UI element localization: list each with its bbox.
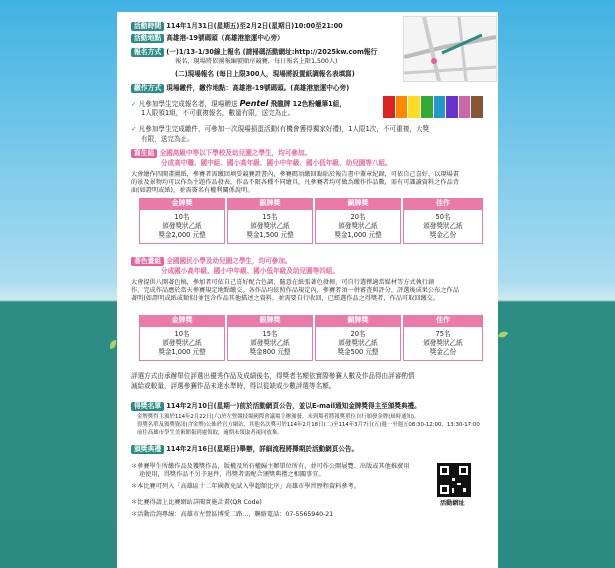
prize-count: 10名 bbox=[174, 213, 190, 221]
ceremony-text: 114年2月16日(星期日)舉辦，詳細流程將擇期於活動網頁公告。 bbox=[166, 445, 359, 453]
prize-award: 頒發獎狀乙紙 bbox=[250, 339, 290, 347]
prize-count: 75名 bbox=[435, 330, 451, 338]
prize-award: 頒發獎狀乙紙 bbox=[162, 222, 202, 230]
leaf-decoration bbox=[110, 340, 116, 349]
announce-l4: 前往高雄市學生美術館報到處領取，逾期未領取者視同放棄。 bbox=[137, 430, 283, 436]
coloring-d3: 著明(如證明或紙或類似)並包含作品其他描述之資料，並需要自行收回，已經選作品之得獎者，作品可取回繳交。 bbox=[131, 295, 440, 302]
signup-tag: 報名方式 bbox=[131, 48, 164, 57]
prize-cash: 獎金乙份 bbox=[429, 231, 457, 239]
prize-cash: 獎金乙份 bbox=[429, 348, 457, 356]
prize-award: 頒發獎狀乙紙 bbox=[338, 339, 378, 347]
signup-row bbox=[131, 48, 377, 57]
note-b1: 凡參加學生完成繳件，可參加一次現場摃蛋活動(有機會獲得獨家好禮)，1人限1次，不可重複，大獎 bbox=[138, 125, 430, 133]
note-a bbox=[131, 99, 346, 109]
announce-l2: 金牌獎得主頒於114年2月22日(六)於左營競技場國際會議場主辦頒發，未到場者將報獎單位自行頒發金牌(屆時通知)。 bbox=[137, 414, 420, 420]
prize-award: 頒發獎狀乙紙 bbox=[162, 339, 202, 347]
painting-tag: 寫生組 bbox=[131, 149, 157, 158]
note-a1: 凡參加學生完成報名者，現場贈送 bbox=[138, 100, 238, 108]
announce-tag: 得獎名單 bbox=[131, 402, 164, 411]
leaf-decoration bbox=[498, 329, 508, 340]
qr-label: 活動網址 bbox=[440, 500, 465, 507]
signup-online-b: 報名，現場將依團報編號順序競賽，每日報名上限1,500人) bbox=[175, 58, 338, 65]
poster-sheet bbox=[117, 12, 498, 568]
painting-d1: 大會繪作四開畫圖紙，參賽者需繳回填妥競賽證書內，參賽碼須繳回黏貼於報告書中蓋章紀錄，可依自己喜好，以現場畫 bbox=[131, 171, 459, 178]
prize-count: 50名 bbox=[435, 213, 451, 221]
prize-title: 金牌獎 bbox=[139, 315, 225, 326]
prize-award: 頒發獎狀乙紙 bbox=[338, 222, 378, 230]
location-map bbox=[403, 16, 497, 82]
handin-text: 現場繳件，繳作地點：高雄港-19號碼頭。(高雄港旅運中心旁) bbox=[166, 84, 350, 92]
handin-tag: 繳作方式 bbox=[131, 84, 164, 93]
crayon-box-image bbox=[383, 96, 483, 118]
check-icon: ✓ bbox=[131, 100, 137, 108]
place-text: 高雄港-19號碼頭（高雄港旅運中心旁） bbox=[166, 34, 284, 42]
prize-bronze bbox=[315, 315, 401, 361]
painting-d3: 面(如證明或紙)，並需簽名有權利關係說明。 bbox=[131, 187, 254, 194]
coloring-l2: 分成國小高年級、國小中年級、國小低年級及幼兒園等四組。 bbox=[161, 267, 340, 275]
prize-title: 金牌獎 bbox=[139, 198, 225, 209]
prize-gold bbox=[139, 315, 225, 361]
place-row bbox=[131, 34, 284, 43]
time-text: 114年1月31日(星期五)至2月2日(星期日)10:00至21:00 bbox=[166, 22, 343, 30]
prize-award: 頒發獎狀乙紙 bbox=[250, 222, 290, 230]
prize-title: 銀牌獎 bbox=[227, 315, 313, 326]
prize-cash: 獎金1,000 元整 bbox=[158, 348, 206, 356]
qr-code[interactable] bbox=[437, 463, 471, 497]
note-b bbox=[131, 125, 429, 134]
coloring-l1: 全國國民小學及幼兒園之學生，均可參加。 bbox=[166, 257, 292, 265]
time-tag: 活動時間 bbox=[131, 22, 164, 31]
note-b2: 有限，送完為止。 bbox=[141, 135, 194, 143]
prize-cash: 獎金500 元整 bbox=[337, 348, 379, 356]
painting-prize-table bbox=[139, 198, 483, 244]
prize-count: 15名 bbox=[262, 330, 278, 338]
prize-cash: 獎金800 元整 bbox=[249, 348, 291, 356]
judging-l1: 評選方式由承辦單位評選出優秀作品及成績後名，得獎者名額依實際參賽人數及作品得由評審酌情 bbox=[131, 372, 415, 380]
prize-merit bbox=[403, 315, 483, 361]
pentel-logo: Pentel bbox=[239, 99, 269, 108]
coloring-d1: 大會提供八開著色稿，參加者可依自己喜好配合色調，隨意在紙張著色發揮，可自行選擇適當媒材等方式執行創 bbox=[131, 279, 435, 286]
prize-cash: 獎金1,000 元整 bbox=[334, 231, 382, 239]
painting-l1: 全國高級中等以下學校及幼兒園之學生，均可參加。 bbox=[159, 149, 312, 157]
note-a3: 1人限領1組，不可重複報名，數量有限，送完為止。 bbox=[141, 109, 295, 117]
announce-row bbox=[131, 402, 421, 411]
prize-cash: 獎金2,000 元整 bbox=[158, 231, 206, 239]
prize-bronze bbox=[315, 198, 401, 244]
check-icon: ✓ bbox=[131, 125, 137, 133]
announce-l3: 得獎名單及頒獎資訊(含金牌)公佈於官方網站，其他名次獎可於114年2月18日(二)至114年3月7日(五)週一至週五08:30-12:00、13:30-17:00 bbox=[137, 422, 480, 428]
painting-l2: 分成高中職、國中組、國小高年級、國小中年級、國小低年級、幼兒園等八組。 bbox=[161, 159, 392, 167]
ceremony-tag: 頒獎典禮 bbox=[131, 445, 164, 454]
ceremony-row bbox=[131, 445, 358, 454]
footnote-2: ＊本比賽可列入「高雄區十二年國教免試入學超額比序」高雄市學習歷程資料參考。 bbox=[131, 483, 360, 490]
signup-onsite: (二)現場報名 (每日上限300人，現場將設置紙調報名表填寫) bbox=[175, 70, 355, 78]
prize-title: 銅牌獎 bbox=[315, 315, 401, 326]
prize-title: 銅牌獎 bbox=[315, 198, 401, 209]
prize-merit bbox=[403, 198, 483, 244]
footnote-1b: 途使用，得獎作品不另予退件，得獎者需配合頒獎典禮之相關事宜。 bbox=[139, 471, 325, 478]
announce-l1: 114年2月10日(星期一)前於活動網頁公告，並以E-mail通知金牌獎得主至頒獎典禮。 bbox=[166, 402, 421, 410]
coloring-tag: 著色畫組 bbox=[131, 257, 164, 266]
prize-cash: 獎金1,500 元整 bbox=[246, 231, 294, 239]
painting-row bbox=[131, 149, 311, 158]
prize-title: 佳作 bbox=[403, 198, 483, 209]
signup-online-a: (一)1/13-1/30線上報名 (請掃碼活動網址:http://2025kw.com報行 bbox=[166, 48, 378, 56]
prize-award: 頒發獎狀乙紙 bbox=[423, 222, 463, 230]
prize-silver bbox=[227, 198, 313, 244]
prize-gold bbox=[139, 198, 225, 244]
prize-count: 20名 bbox=[350, 330, 366, 338]
coloring-row bbox=[131, 257, 292, 266]
prize-award: 頒發獎狀乙紙 bbox=[423, 339, 463, 347]
place-tag: 活動地點 bbox=[131, 34, 164, 43]
prize-count: 15名 bbox=[262, 213, 278, 221]
painting-d2: 的景及景物均可以作為主題作品發表，作品不限各種不同繪具，凡參賽者均可做為繳作作品數，需有可識讀資料之作品背 bbox=[131, 179, 459, 186]
judging-l2: 減給或較量，評選參賽作品未達水準時，得以從缺或少數評選等名額。 bbox=[131, 382, 336, 390]
prize-count: 20名 bbox=[350, 213, 366, 221]
footnote-1a: ＊參賽學生所繳作品及獲獎作品，版權及所有權歸主辦單位所有，並可作公開展覽、出版或其他推廣用 bbox=[131, 463, 410, 470]
prize-silver bbox=[227, 315, 313, 361]
coloring-prize-table bbox=[139, 315, 483, 361]
footnote-4: ＊活動洽詢專線：高雄市左營區博愛二路...，聯絡電話：07-5565940-21 bbox=[131, 511, 334, 518]
time-row bbox=[131, 22, 343, 31]
prize-title: 銀牌獎 bbox=[227, 198, 313, 209]
coloring-d2: 作，完成作品應於當天參賽規定地點繳交。各作品均依照作品規定內，參賽者須一併審查與評分，評選後成果公布之作品 bbox=[131, 287, 459, 294]
note-a2: 飛龍牌 12色粉蠟筆1組， bbox=[270, 100, 346, 108]
prize-count: 10名 bbox=[174, 330, 190, 338]
footnote-3: ＊比賽得請上比賽網站詳閱實施計畫(QR Code) bbox=[131, 499, 262, 506]
prize-title: 佳作 bbox=[403, 315, 483, 326]
handin-row bbox=[131, 84, 349, 93]
